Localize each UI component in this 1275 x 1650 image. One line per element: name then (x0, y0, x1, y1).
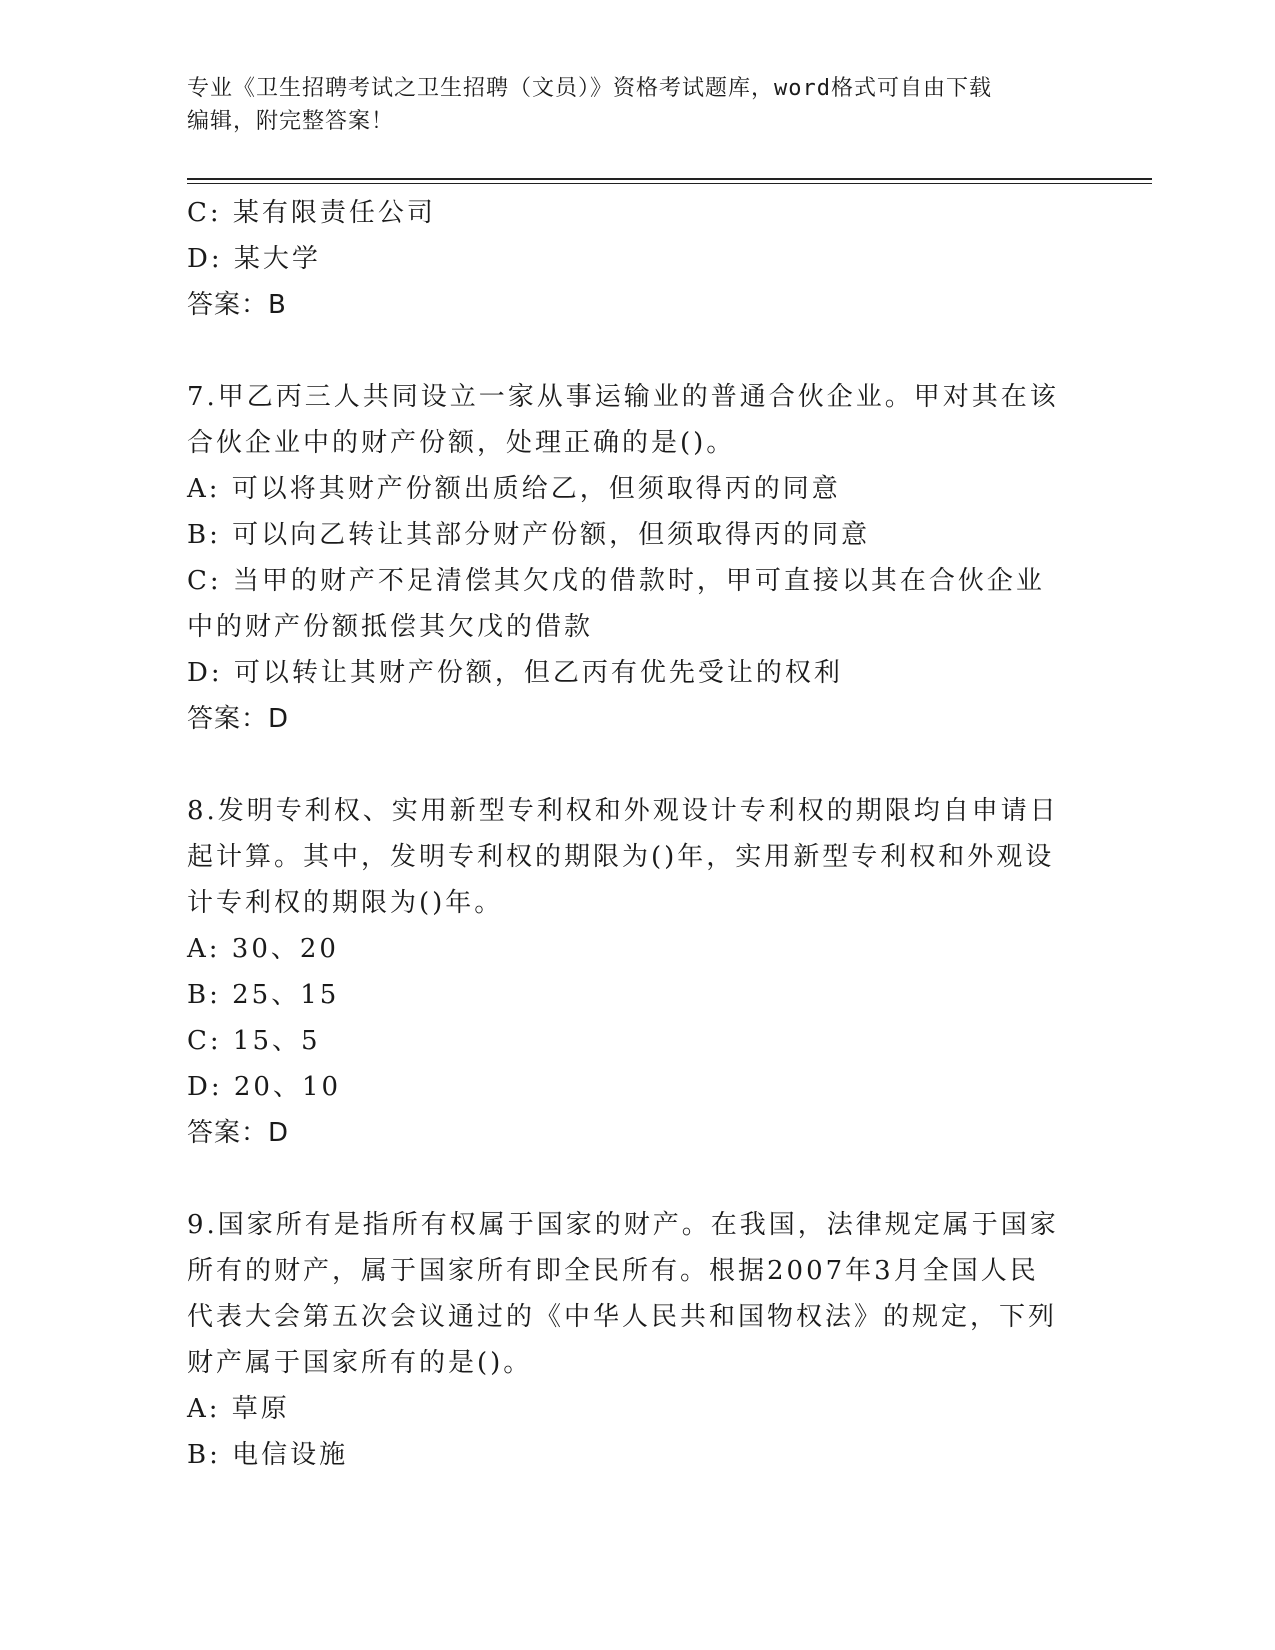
question-gap (187, 1156, 1067, 1202)
option-d: D: 某大学 (187, 244, 321, 274)
option-a: A: 草原 (187, 1394, 290, 1424)
option-d: D: 20、10 (187, 1072, 342, 1102)
answer-line: 答案：B (187, 290, 287, 320)
option-d: D: 可以转让其财产份额，但乙丙有优先受让的权利 (187, 658, 843, 688)
header-line-2: 编辑，附完整答案！ (187, 109, 395, 134)
question-content (187, 190, 1067, 1478)
option-b: B: 可以向乙转让其部分财产份额，但须取得丙的同意 (187, 520, 871, 550)
question-stem: 7.甲乙丙三人共同设立一家从事运输业的普通合伙企业。甲对其在该合伙企业中的财产份额，处理正确的是()。 (187, 382, 1059, 458)
option-c: C: 当甲的财产不足清偿其欠戊的借款时，甲可直接以其在合伙企业中的财产份额抵偿其欠戊的借款 (187, 566, 1045, 642)
option-c: C: 某有限责任公司 (187, 198, 436, 228)
question-8 (187, 788, 1067, 1156)
question-stem: 8.发明专利权、实用新型专利权和外观设计专利权的期限均自申请日起计算。其中，发明专利权的期限为()年，实用新型专利权和外观设计专利权的期限为()年。 (187, 796, 1059, 918)
question-gap (187, 328, 1067, 374)
option-a: A: 可以将其财产份额出质给乙，但须取得丙的同意 (187, 474, 841, 504)
question-gap (187, 742, 1067, 788)
page-header (187, 72, 1087, 138)
header-divider-thin (187, 183, 1152, 184)
option-b: B: 电信设施 (187, 1440, 349, 1470)
option-b: B: 25、15 (187, 980, 340, 1010)
question-6-tail (187, 190, 1067, 328)
answer-line: 答案：D (187, 704, 290, 734)
question-9 (187, 1202, 1067, 1478)
header-line-1: 专业《卫生招聘考试之卫生招聘（文员）》资格考试题库，word格式可自由下载 (187, 76, 992, 101)
header-divider-thick (187, 178, 1152, 180)
answer-line: 答案：D (187, 1118, 290, 1148)
option-a: A: 30、20 (187, 934, 339, 964)
question-7 (187, 374, 1067, 742)
option-c: C: 15、5 (187, 1026, 321, 1056)
question-stem: 9.国家所有是指所有权属于国家的财产。在我国，法律规定属于国家所有的财产，属于国家所有即全民所有。根据2007年3月全国人民代表大会第五次会议通过的《中华人民共和国物权法》的规定，下列财产属于国家所有的是()。 (187, 1210, 1059, 1378)
